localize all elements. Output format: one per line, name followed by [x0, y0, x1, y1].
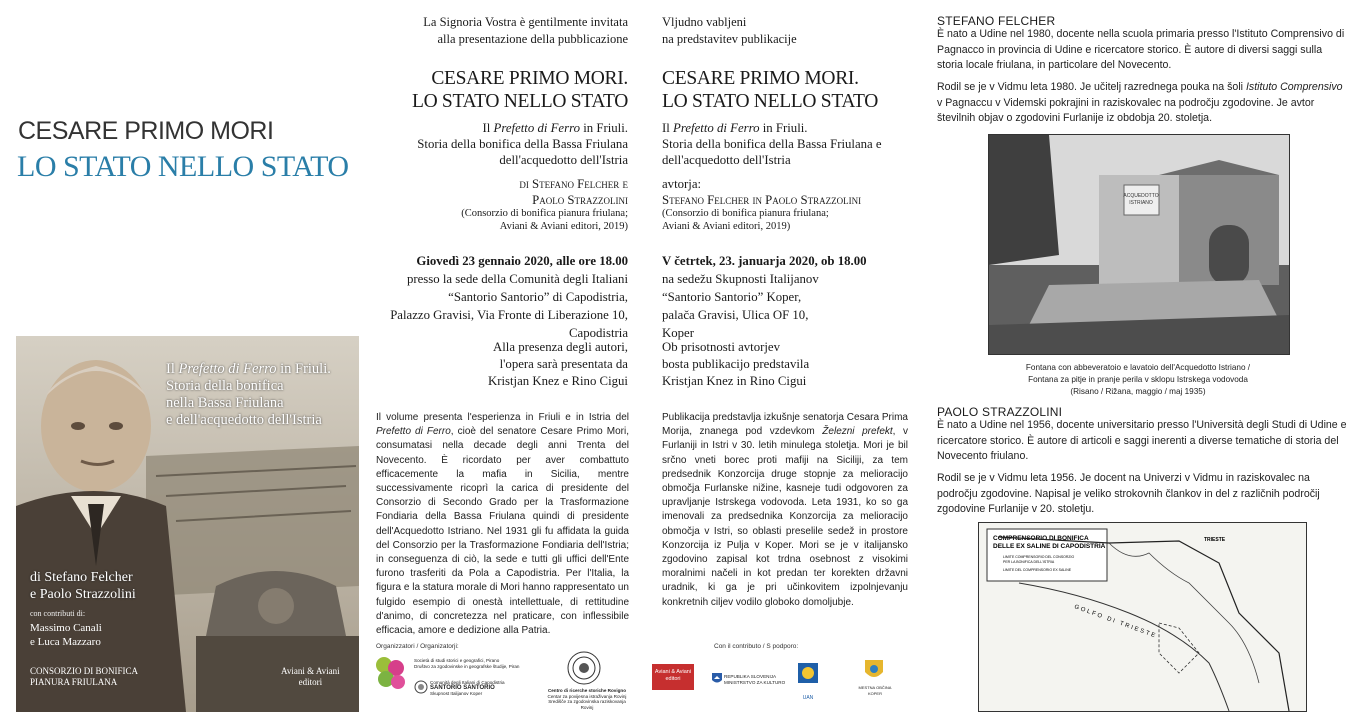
- map-city-label: TRIESTE: [1204, 537, 1226, 543]
- map-title-line1: COMPRENSORIO DI BONIFICA: [993, 535, 1089, 542]
- photo-plaque-line2: ISTRIANO: [1129, 200, 1153, 206]
- book-cover-subtitle: Il Prefetto di Ferro in Friuli. Storia della bonifica nella Bassa Friulana e dell'acquedotto dell'Istria: [166, 361, 331, 428]
- fountain-photo-image: [989, 135, 1289, 354]
- photo-caption: Fontana con abbeveratoio e lavatoio dell'Acquedotto Istriano / Fontana za pitje in pranje perila v sklopu Istrskega vodovoda (Risano / Rižana, maggio / maj 1935): [1025, 363, 1251, 396]
- book-publisher: Aviani & Aviani editori: [281, 666, 340, 687]
- sl-publisher: (Consorzio di bonifica pianura friulana; Aviani & Aviani editori, 2019): [662, 208, 829, 232]
- book-contrib-label: con contributi di:: [30, 609, 86, 618]
- photo-plaque-line1: ACQUEDOTTO: [1123, 193, 1159, 199]
- organizer-2-name: Comunità degli Italiani di Capodistria SANTORIO SANTORIO Skupnost Italijanov Koper: [430, 680, 505, 696]
- organizers-label: Organizzatori / Organizatorji:: [376, 643, 459, 650]
- sl-title: CESARE PRIMO MORI. LO STATO NELLO STATO: [662, 68, 879, 112]
- it-body-text: Il volume presenta l'esperienza in Friuli e in Istria del Prefetto di Ferro, cioè del senatore Cesare Primo Mori, consumatasi nella decade degli anni Trenta del Novecento. È ricordato per aver combattuto efficacemente la mafia in Sicilia, mentre successivamente ricoprì la carica di presidente del Consorzio di Secondo Grado per la Trasformazione Fondiaria della Bassa Friulana quindi di presidente dell'Acquedotto Istriano. Nel 1931 gli fu affidata la guida del Consorzio per la Trasformazione Fondiaria dell'Istria; in conseguenza di ciò, la sede e tutti gli uffici dell'Ente furono trasferiti da Pola a Capodistria. Per l'Italia, la figura e la statura morale di Mori hanno rappresentato un fulgido esempio di onestà intellettuale, di rettitudine d'animo, di concretezza nel praticare, con inflessibile efficacia, amore e dedizione alla Patria.: [376, 412, 629, 637]
- strazzolini-bio-sl: Rodil se je v Vidmu leta 1956. Je docent na Univerzi v Vidmu in raziskovalec na področju zgodovine. Napisal je veliko strokovnih člankov in del z različnih področij zgodovine Furlanije v 20. stoletju.: [937, 472, 1320, 516]
- cover-panel: [0, 0, 362, 712]
- slovenia-crest-icon: [712, 672, 722, 684]
- it-subtitle: Il Prefetto di Ferro in Friuli. Storia della bonifica della Bassa Friulana dell'acquedotto dell'Istria: [417, 121, 628, 167]
- it-invitation: La Signoria Vostra è gentilmente invitata alla presentazione della pubblicazione: [423, 15, 628, 46]
- felcher-bio-sl: Rodil se je v Vidmu leta 1980. Je učitelj razrednega pouka na šoli Istituto Comprensivo v Pagnaccu v Videmski pokrajini in raziskovalec na področju zgodovine. Je avtor številnih objav o zgodovini Furlanije iz obdobja 20. stoletja.: [937, 81, 1343, 125]
- sl-date: V četrtek, 23. januarja 2020, ob 18.00: [662, 254, 867, 268]
- sl-invitation: Vljudno vabljeni na predstavitev publikacije: [662, 15, 797, 46]
- italian-panel: [362, 0, 652, 712]
- research-centre-seal-icon: [567, 651, 601, 685]
- map-title-line2: DELLE EX SALINE DI CAPODISTRIA: [993, 543, 1106, 550]
- aviani-logo: Aviani & Aviani editori: [652, 664, 694, 690]
- sponsors-label: Con il contributo / S podporo:: [714, 643, 799, 650]
- felcher-name: STEFANO FELCHER: [937, 14, 1056, 28]
- book-cover-image: [16, 336, 359, 712]
- cover-title-line2: LO STATO NELLO STATO: [17, 150, 349, 183]
- book-contributors: Massimo Canali e Luca Mazzaro: [30, 622, 102, 648]
- cover-title-line1: CESARE PRIMO MORI: [18, 117, 274, 145]
- uan-logo-icon: UAN: [798, 663, 818, 691]
- strazzolini-bio-it: È nato a Udine nel 1956, docente universitario presso l'Università degli Studi di Udine e ricercatore storico. È autore di articoli e saggi inerenti a diverse tematiche di storia del Novecento friulano.: [937, 419, 1347, 463]
- koper-name: MESTNA OBČINA KOPER: [858, 685, 892, 696]
- slovene-panel: [652, 0, 918, 712]
- map-sea-label: GOLFO DI TRIESTE: [1073, 604, 1158, 640]
- reclamation-map-image: [979, 523, 1306, 711]
- fountain-photo: [988, 134, 1290, 355]
- sl-body-text: Publikacija predstavlja izkušnje senatorja Cesara Prima Morija, znanega pod vzdevkom Železni prefekt, v Furlaniji in Istri v 30. letih minulega stoletja. Mori je bil srčno vneti borec proti mafiji na Siciliji, za tem predsednik Konzorcija druge stopnje za melioracijo območja Furlanske nižine, kasneje tudi odgovoren za upravljanje Istrskega vodovoda. Leta 1931, ko so ga imenovali za predsednika Konzorcija za melioracijo območja v Istri, so oblasti preselile sedež in prostore Konzorcija iz Pulja v Koper. Mori se je v italijansko zgodovino zapisal kot trdna osebnost z visokimi moralnimi načeli in kot predan ter korekten državni uradnik, ki ga je pri učinkovitem izpolnjevanju konkretnih ciljev vodilo globoko domoljubje.: [662, 412, 909, 608]
- it-title: CESARE PRIMO MORI. LO STATO NELLO STATO: [411, 68, 628, 112]
- organizer-3-name: Centro di ricerche storiche Rovigno Centar za povijesna istraživanja Rovinj Središče za zgodovinska raziskovanja Rovinj: [547, 688, 627, 710]
- sl-event-details: V četrtek, 23. januarja 2020, ob 18.00 na sedežu Skupnosti Italijanov “Santorio Santorio” Koper, palača Gravisi, Ulica OF 10, Koper: [662, 252, 918, 342]
- biographies-panel: [918, 0, 1366, 712]
- it-authors: di Stefano Felcher e Paolo Strazzolini: [519, 177, 628, 207]
- it-event-details: Giovedì 23 gennaio 2020, alle ore 18.00 presso la sede della Comunità degli Italiani “Santorio Santorio” di Capodistria, Palazzo Gravisi, Via Fronte di Liberazione 10, Capodistria: [362, 252, 628, 342]
- map-legend-line3: LIMITE DEL COMPRENSORIO EX SALINE: [1003, 568, 1072, 572]
- strazzolini-name: PAOLO STRAZZOLINI: [937, 405, 1063, 419]
- organizer-1-name: Società di studi storici e geografici, Pirano Društvo za zgodovinske in geografske študije, Piran: [414, 658, 520, 669]
- map-legend-line2: PER LA BONIFICA DELL'ISTRIA: [1003, 560, 1055, 564]
- society-logo-icon: [374, 655, 408, 700]
- map-legend-line1: LIMITE COMPRENSORIO DEL CONSORZIO: [1003, 555, 1075, 559]
- felcher-bio-it: È nato a Udine nel 1980, docente nella scuola primaria presso l'Istituto Comprensivo di Pagnacco in provincia di Udine e ricercatore storico. È autore di diversi saggi sulla storia locale friulana, in particolare del Novecento.: [937, 28, 1345, 72]
- ministry-name: REPUBLIKA SLOVENIJA MINISTRSTVO ZA KULTURO: [724, 674, 786, 685]
- sl-subtitle: Il Prefetto di Ferro in Friuli. Storia della bonifica della Bassa Friulana e dell'acquedotto dell'Istria: [662, 121, 882, 167]
- it-publisher: (Consorzio di bonifica pianura friulana; Aviani & Aviani editori, 2019): [461, 208, 628, 232]
- reclamation-map: [978, 522, 1307, 712]
- community-crest-icon: [414, 680, 428, 694]
- book-cover-authors: di Stefano Felcher e Paolo Strazzolini: [30, 570, 136, 602]
- it-presenters: Alla presenza degli autori, l'opera sarà presentata da Kristjan Knez e Rino Cigui: [487, 340, 628, 388]
- book-consorzio: CONSORZIO DI BONIFICA PIANURA FRIULANA: [30, 666, 139, 687]
- sl-authors: avtorja: Stefano Felcher in Paolo Strazzolini: [662, 177, 862, 207]
- sl-presenters: Ob prisotnosti avtorjev bosta publikacijo predstavila Kristjan Knez in Rino Cigui: [662, 340, 810, 388]
- it-date: Giovedì 23 gennaio 2020, alle ore 18.00: [416, 254, 628, 268]
- koper-crest-icon: [865, 660, 883, 682]
